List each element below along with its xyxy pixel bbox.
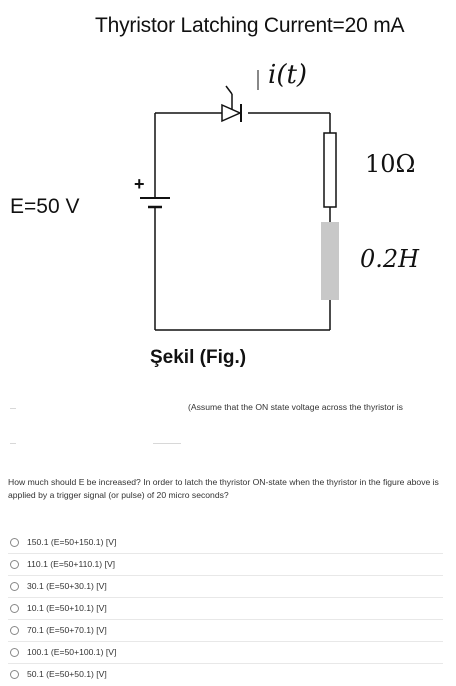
option-label: 100.1 (E=50+100.1) [V] — [27, 647, 117, 657]
figure-caption: Şekil (Fig.) — [150, 347, 247, 368]
radio-button[interactable] — [10, 582, 19, 591]
assumption-note: (Assume that the ON state voltage across the thyristor is — [188, 402, 403, 412]
answer-option[interactable] — [8, 641, 443, 664]
thyristor-triangle — [222, 105, 240, 121]
divider — [10, 443, 16, 444]
divider — [10, 408, 16, 409]
option-label: 70.1 (E=50+70.1) [V] — [27, 625, 107, 635]
option-label: 150.1 (E=50+150.1) [V] — [27, 537, 117, 547]
battery-plus-sign: + — [134, 174, 145, 194]
inductor-label: 0.2H — [360, 245, 420, 273]
radio-button[interactable] — [10, 626, 19, 635]
question-text: How much should E be increased? In order to latch the thyristor ON-state when the thyristor in the figure above is applied by a trigger signal (or pulse) of 20 micro seconds? — [8, 477, 439, 500]
answer-option[interactable] — [8, 663, 443, 685]
resistor-symbol — [324, 133, 336, 207]
option-label: 50.1 (E=50+50.1) [V] — [27, 669, 107, 679]
option-label: 30.1 (E=50+30.1) [V] — [27, 581, 107, 591]
source-voltage-label: E=50 V — [10, 195, 80, 218]
option-label: 110.1 (E=50+110.1) [V] — [27, 559, 116, 569]
thyristor-gate-lead — [226, 86, 232, 94]
answer-option[interactable] — [8, 597, 443, 620]
answer-option[interactable] — [8, 531, 443, 554]
answer-option[interactable] — [8, 619, 443, 642]
radio-button[interactable] — [10, 560, 19, 569]
radio-button[interactable] — [10, 538, 19, 547]
radio-button[interactable] — [10, 604, 19, 613]
resistor-label: 10Ω — [365, 150, 416, 178]
option-label: 10.1 (E=50+10.1) [V] — [27, 603, 107, 613]
current-label: i(t) — [268, 60, 308, 90]
circuit-title: Thyristor Latching Current=20 mA — [95, 14, 405, 37]
inductor-symbol — [321, 222, 339, 300]
divider — [153, 443, 181, 444]
answer-option[interactable] — [8, 553, 443, 576]
radio-button[interactable] — [10, 670, 19, 679]
radio-button[interactable] — [10, 648, 19, 657]
answer-option[interactable] — [8, 575, 443, 598]
